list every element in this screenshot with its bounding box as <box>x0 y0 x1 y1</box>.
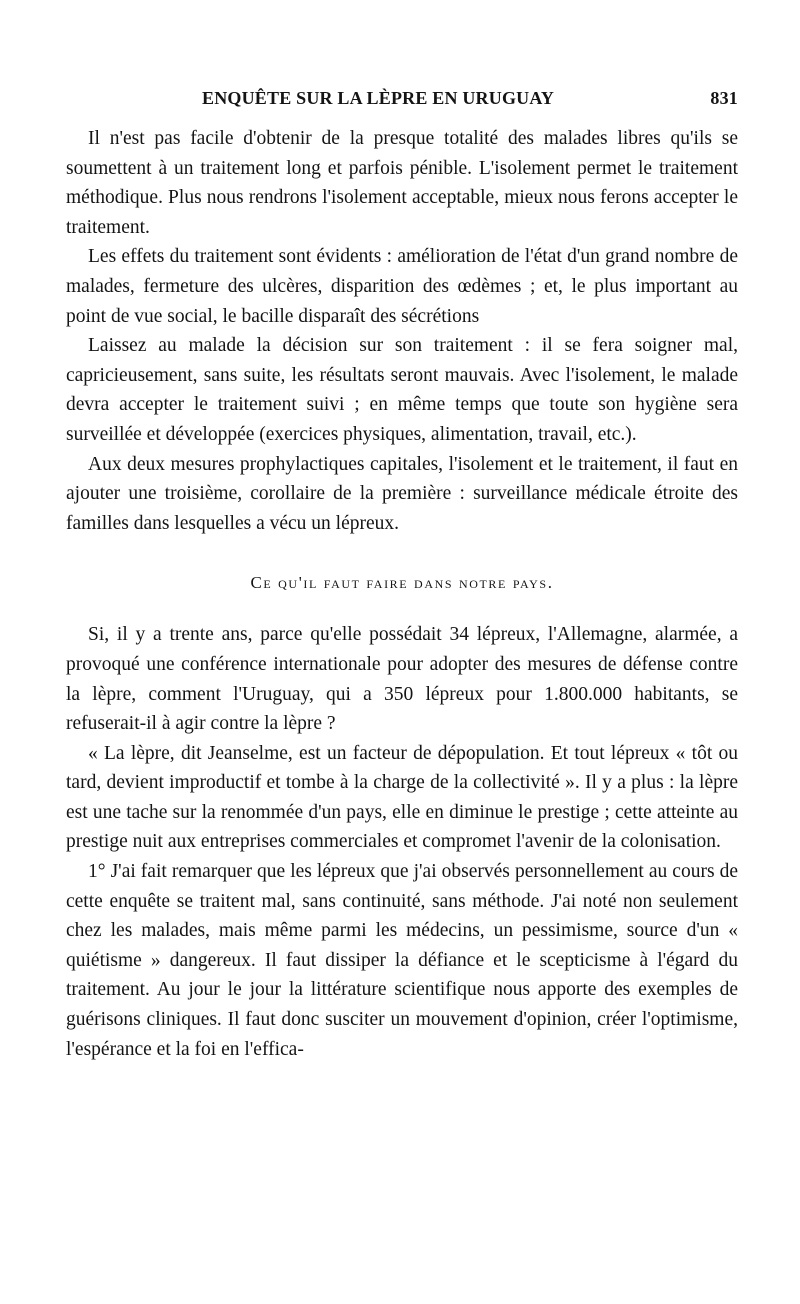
page-number: 831 <box>710 88 738 108</box>
paragraph: Les effets du traitement sont évidents : amélioration de l'état d'un grand nombre de malades, fermeture des ulcères, disparition des œdèmes ; et, le plus important au point de vue social, le bacille disparaît des sécrétions <box>66 246 738 327</box>
paragraph: Si, il y a trente ans, parce qu'elle possédait 34 lépreux, l'Allemagne, alarmée, a provoqué une conférence internationale pour adopter des mesures de défense contre la lèpre, comment l'Uruguay, qui a 350 lépreux pour 1.800.000 habitants, se refuserait-il à agir contre la lèpre ? <box>66 624 738 735</box>
paragraph: 1° J'ai fait remarquer que les lépreux que j'ai observés personnellement au cours de cette enquête se traitent mal, sans continuité, sans méthode. J'ai noté non seulement chez les malades, mais même parmi les médecins, un pessimisme, source d'un « quiétisme » dangereux. Il faut dissiper la défiance et le scepticisme à l'égard du traitement. Au jour le jour la littérature scientifique nous apporte des exemples de guérisons cliniques. Il faut donc susciter un mouvement d'opinion, créer l'optimisme, l'espérance et la foi en l'effica- <box>66 861 738 1060</box>
paragraph: Aux deux mesures prophylactiques capitales, l'isolement et le traitement, il faut en ajouter une troisième, corollaire de la première : surveillance médicale étroite des familles dans lesquelles a vécu un lépreux. <box>66 453 738 534</box>
running-title: ENQUÊTE SUR LA LÈPRE EN URUGUAY <box>202 88 555 108</box>
body-text <box>66 124 738 1064</box>
book-page <box>66 84 738 1064</box>
running-head <box>66 84 738 110</box>
paragraph: « La lèpre, dit Jeanselme, est un facteur de dépopulation. Et tout lépreux « tôt ou tard, devient improductif et tombe à la charge de la collectivité ». Il y a plus : la lèpre est une tache sur la renommée d'un pays, elle en diminue le prestige ; cette atteinte au prestige nuit aux entreprises commerciales et compromet l'avenir de la colonisation. <box>66 742 738 853</box>
paragraph: Laissez au malade la décision sur son traitement : il se fera soigner mal, capricieusement, sans suite, les résultats seront mauvais. Avec l'isolement, le malade devra accepter le traitement suivi ; en même temps que toute son hygiène sera surveillée et développée (exercices physiques, alimentation, travail, etc.). <box>66 335 738 445</box>
paragraph: Il n'est pas facile d'obtenir de la presque totalité des malades libres qu'ils se soumettent à un traitement long et parfois pénible. L'isolement permet le traitement méthodique. Plus nous rendrons l'isolement acceptable, mieux nous ferons accepter le traitement. <box>66 128 738 238</box>
section-heading: Ce qu'il faut faire dans notre pays. <box>250 573 554 593</box>
